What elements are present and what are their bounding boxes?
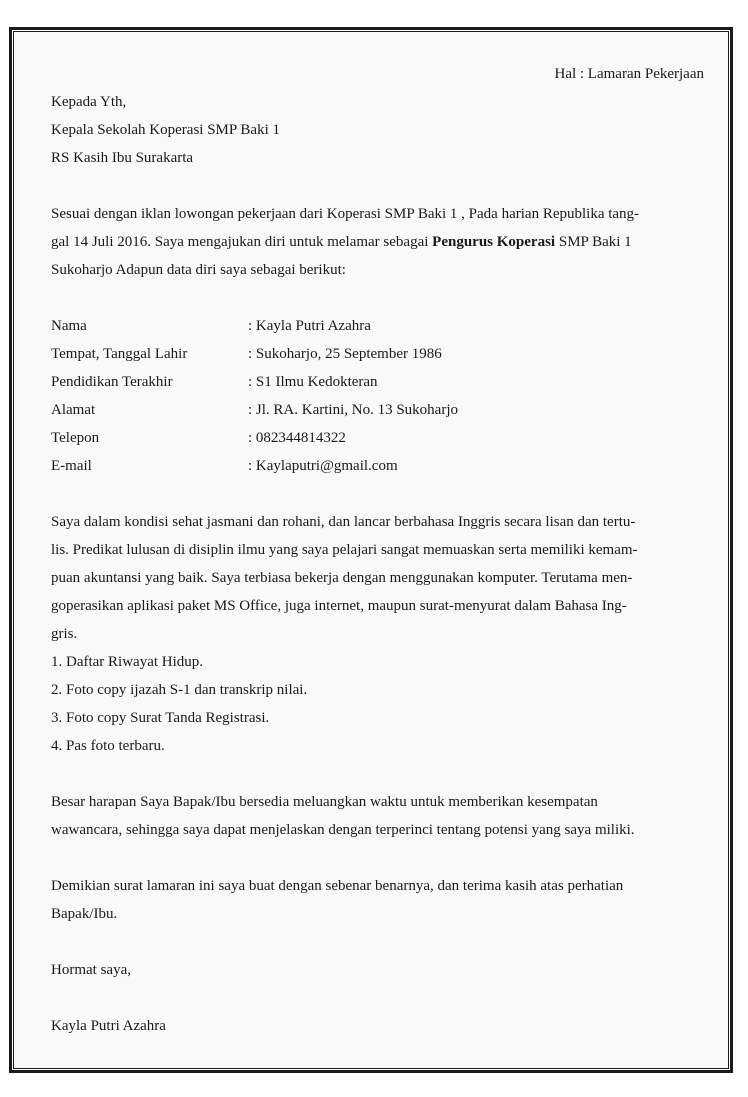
detail-label: Alamat <box>51 402 96 418</box>
regards-text: Hormat saya, <box>51 962 131 978</box>
intro-paragraph <box>51 200 704 284</box>
detail-value: : S1 Ilmu Kedokteran <box>248 374 378 390</box>
detail-value: : 082344814322 <box>248 430 346 446</box>
attachments-list <box>51 648 704 760</box>
detail-value: : Kayla Putri Azahra <box>248 318 371 334</box>
subject-line: Hal : Lamaran Pekerjaan <box>554 66 704 82</box>
letter-page <box>9 27 733 1073</box>
attachment-item: 1. Daftar Riwayat Hidup. <box>51 654 204 670</box>
detail-label: Tempat, Tanggal Lahir <box>51 346 188 362</box>
hope-line: Besar harapan Saya Bapak/Ibu bersedia meluangkan waktu untuk memberikan kesempatan <box>51 794 598 810</box>
letter-border <box>13 31 729 1069</box>
detail-row <box>51 396 704 424</box>
body-line: goperasikan aplikasi paket MS Office, juga internet, maupun surat-menyurat dalam Bahasa Ing- <box>51 598 627 614</box>
detail-value: : Sukoharjo, 25 September 1986 <box>248 346 442 362</box>
attachment-item: 2. Foto copy ijazah S-1 dan transkrip nilai. <box>51 682 308 698</box>
body-line: puan akuntansi yang baik. Saya terbiasa bekerja dengan menggunakan komputer. Terutama men- <box>51 570 633 586</box>
closing-line: Demikian surat lamaran ini saya buat dengan sebenar benarnya, dan terima kasih atas perhatian <box>51 878 624 894</box>
recipient-line: Kepala Sekolah Koperasi SMP Baki 1 <box>51 122 280 138</box>
closing-line: Bapak/Ibu. <box>51 906 118 922</box>
detail-label: Nama <box>51 318 87 334</box>
closing-paragraph <box>51 872 704 928</box>
intro-text: gal 14 Juli 2016. Saya mengajukan diri untuk melamar sebagai <box>51 234 433 250</box>
hope-paragraph <box>51 788 704 844</box>
recipient-line: RS Kasih Ibu Surakarta <box>51 150 194 166</box>
detail-row <box>51 452 704 480</box>
recipient-block <box>51 88 704 172</box>
detail-value: : Kaylaputri@gmail.com <box>248 458 398 474</box>
body-line: lis. Predikat lulusan di disiplin ilmu yang saya pelajari sangat memuaskan serta memiliki kemam- <box>51 542 638 558</box>
detail-label: E-mail <box>51 458 92 474</box>
detail-value: : Jl. RA. Kartini, No. 13 Sukoharjo <box>248 402 458 418</box>
letter-content <box>51 60 704 1040</box>
intro-line: Sesuai dengan iklan lowongan pekerjaan dari Koperasi SMP Baki 1 , Pada harian Republika tang- <box>51 206 640 222</box>
detail-row <box>51 340 704 368</box>
recipient-line: Kepada Yth, <box>51 94 127 110</box>
detail-row <box>51 312 704 340</box>
detail-label: Pendidikan Terakhir <box>51 374 173 390</box>
signature-name: Kayla Putri Azahra <box>51 1018 166 1034</box>
body-paragraph <box>51 508 704 648</box>
attachment-item: 3. Foto copy Surat Tanda Registrasi. <box>51 710 270 726</box>
hope-line: wawancara, sehingga saya dapat menjelaskan dengan terperinci tentang potensi yang saya miliki. <box>51 822 635 838</box>
position-title: Pengurus Koperasi <box>432 234 556 250</box>
body-line: Saya dalam kondisi sehat jasmani dan rohani, dan lancar berbahasa Inggris secara lisan dan tertu- <box>51 514 636 530</box>
attachment-item: 4. Pas foto terbaru. <box>51 738 165 754</box>
personal-details <box>51 312 704 480</box>
intro-text: SMP Baki 1 <box>555 234 632 250</box>
body-line: gris. <box>51 626 78 642</box>
intro-line <box>51 228 704 256</box>
detail-row <box>51 424 704 452</box>
detail-label: Telepon <box>51 430 100 446</box>
detail-row <box>51 368 704 396</box>
intro-line: Sukoharjo Adapun data diri saya sebagai berikut: <box>51 262 346 278</box>
